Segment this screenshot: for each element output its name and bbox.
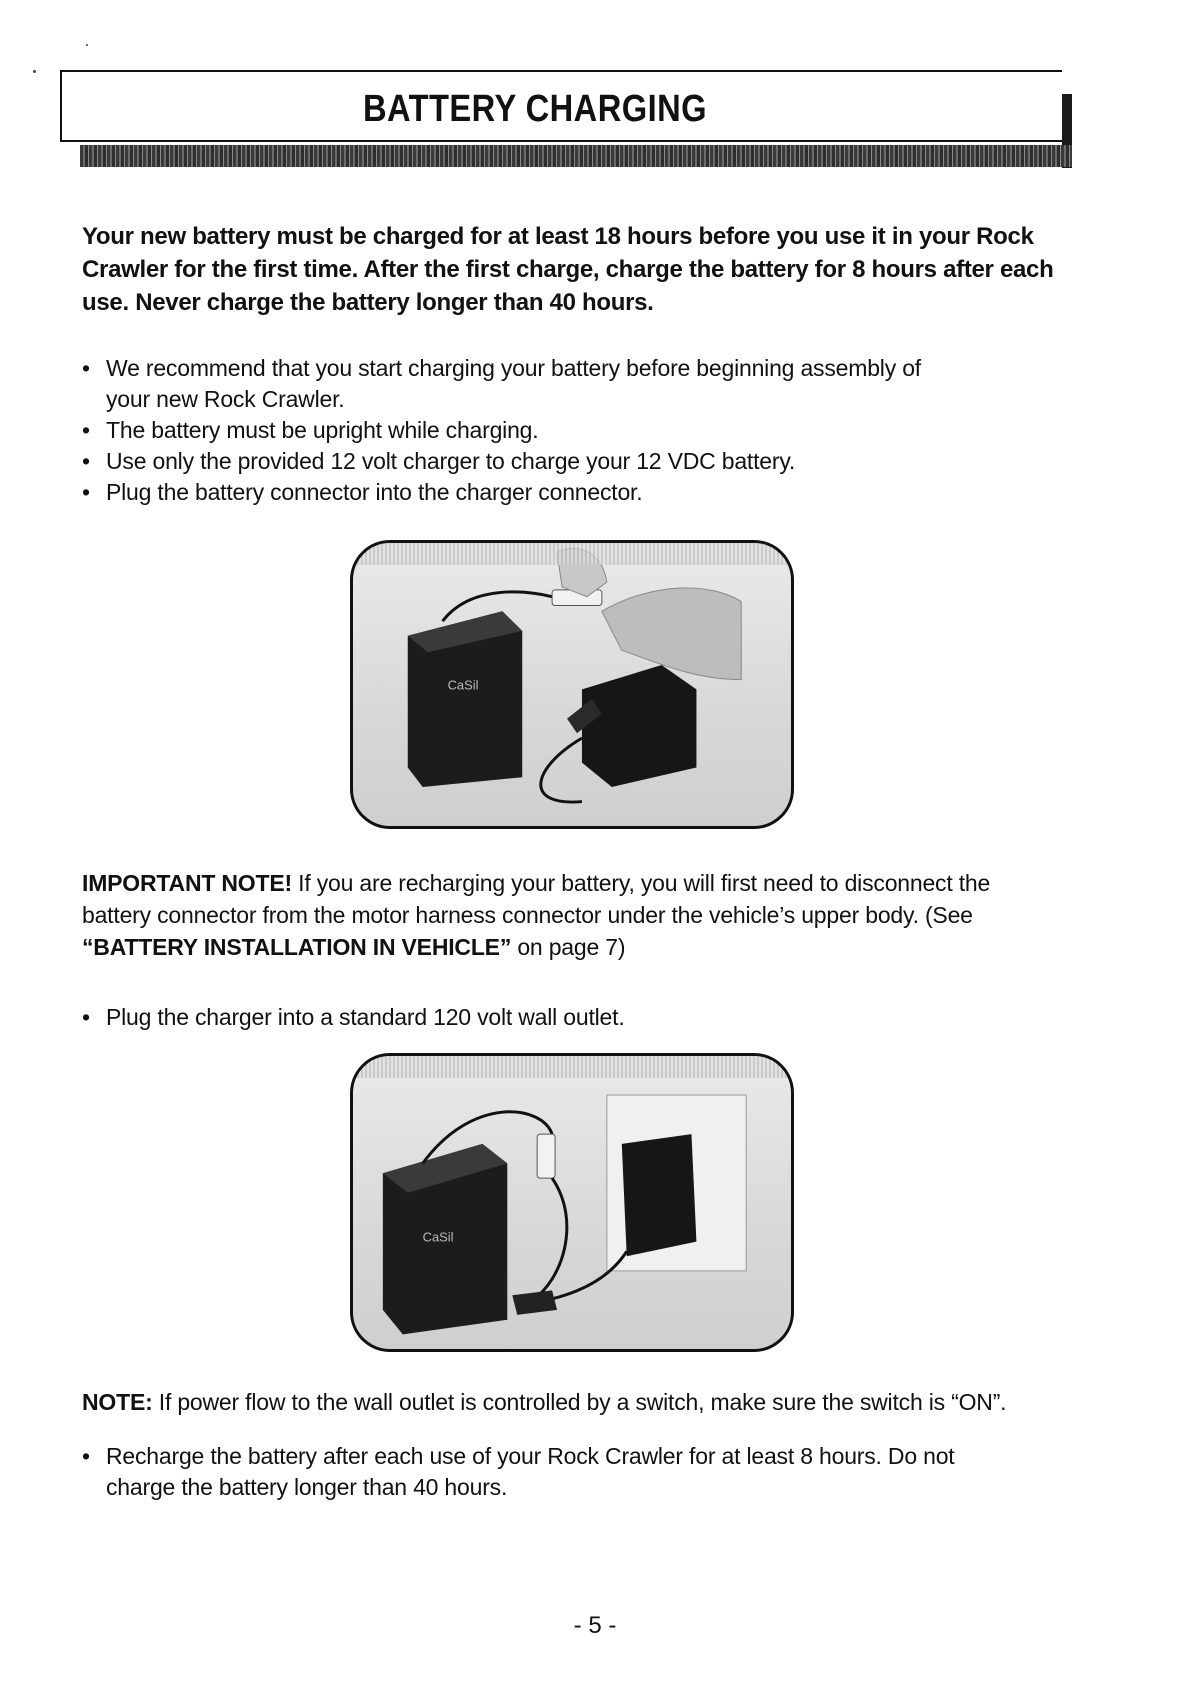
intro-line: Your new battery must be charged for at least 18 hours before you use it in your Rock xyxy=(82,223,1034,250)
photo-frame xyxy=(350,1053,794,1352)
photo-illustration xyxy=(353,1056,791,1349)
scan-speck xyxy=(86,44,88,46)
list-item: • Plug the battery connector into the charger connector. xyxy=(82,477,1092,508)
intro-line: use. Never charge the battery longer than 40 hours. xyxy=(82,289,654,316)
list-item: • Recharge the battery after each use of your Rock Crawler for at least 8 hours. Do not charge the battery longer than 40 hours. xyxy=(82,1441,1092,1503)
photo-wall-outlet xyxy=(342,1045,802,1360)
scan-speck xyxy=(33,70,36,73)
hand-image xyxy=(602,588,741,680)
list-item: • The battery must be upright while charging. xyxy=(82,415,1092,446)
charger-cord xyxy=(541,738,582,802)
page-title: BATTERY CHARGING xyxy=(363,88,707,130)
photo-battery-connector xyxy=(342,532,802,837)
switch-note: NOTE: If power flow to the wall outlet is controlled by a switch, make sure the switch is “ON”. xyxy=(82,1389,1007,1415)
battery-brand-label: CaSil xyxy=(447,677,479,693)
title-shaded-band xyxy=(80,145,1072,167)
list-item: • Use only the provided 12 volt charger to charge your 12 VDC battery. xyxy=(82,446,1092,477)
intro-paragraph xyxy=(82,220,1082,319)
charger-image xyxy=(622,1134,697,1256)
cross-reference: “BATTERY INSTALLATION IN VEHICLE” xyxy=(82,934,512,960)
photo-frame xyxy=(350,540,794,829)
charging-steps-list xyxy=(82,353,1092,508)
list-item: • Plug the charger into a standard 120 volt wall outlet. xyxy=(82,1002,1092,1033)
page-number: - 5 - xyxy=(573,1612,617,1639)
important-note-label: IMPORTANT NOTE! xyxy=(82,870,292,896)
note-label: NOTE: xyxy=(82,1389,153,1415)
important-note: IMPORTANT NOTE! If you are recharging your battery, you will first need to disconnect the battery connector from the motor harness connector under the vehicle’s upper body. (See “BATTERY INSTALLATION IN VEHICLE” on page 7) xyxy=(82,870,991,960)
recharge-step-list xyxy=(82,1441,1092,1503)
connector-image xyxy=(537,1134,555,1178)
outlet-step-list xyxy=(82,1002,1092,1033)
intro-line: Crawler for the first time. After the first charge, charge the battery for 8 hours after each xyxy=(82,256,1054,283)
photo-illustration xyxy=(353,543,791,826)
battery-brand-label: CaSil xyxy=(422,1229,454,1245)
list-item: • We recommend that you start charging your battery before beginning assembly of your new Rock Crawler. xyxy=(82,353,1092,415)
charger-cord xyxy=(532,1178,567,1300)
charger-image xyxy=(582,665,696,787)
